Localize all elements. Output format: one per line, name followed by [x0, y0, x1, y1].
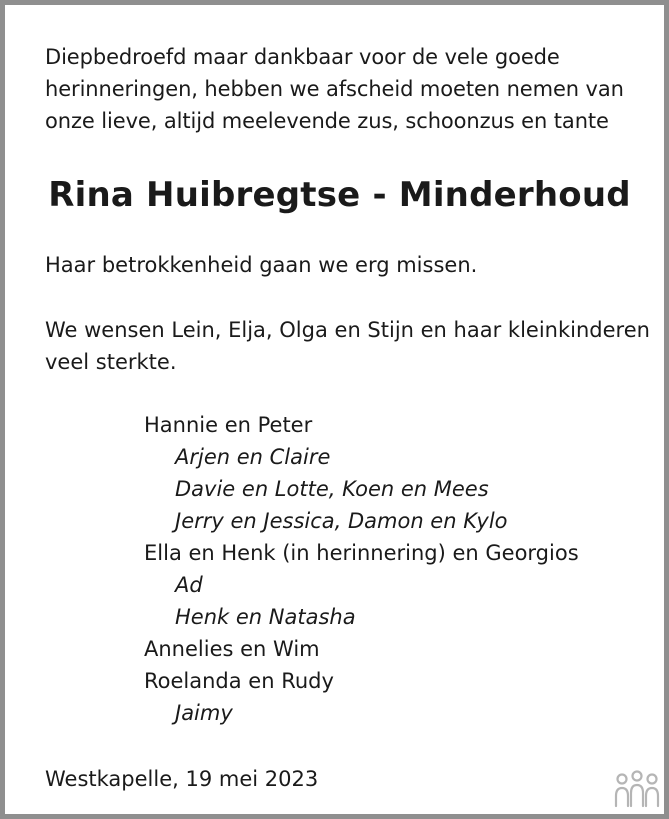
family-member: Jaimy	[175, 701, 233, 725]
family-member: Ella en Henk (in herinnering) en Georgios	[144, 541, 579, 565]
intro-line: Diepbedroefd maar dankbaar voor de vele goede	[45, 45, 560, 69]
condolence-line: veel sterkte.	[45, 350, 177, 374]
family-member: Roelanda en Rudy	[144, 669, 334, 693]
family-member: Hannie en Peter	[144, 413, 313, 437]
intro-text	[45, 41, 645, 137]
family-member: Henk en Natasha	[175, 605, 356, 629]
deceased-name: Rina Huibregtse - Minderhoud	[48, 175, 631, 215]
notice-content	[45, 41, 650, 791]
family-list	[144, 409, 579, 729]
intro-line: onze lieve, altijd meelevende zus, schoonzus en tante	[45, 109, 609, 133]
family-member: Jerry en Jessica, Damon en Kylo	[175, 509, 508, 533]
family-member: Ad	[175, 573, 203, 597]
place-date: Westkapelle, 19 mei 2023	[45, 767, 319, 791]
condolence-text	[45, 314, 650, 378]
family-member: Annelies en Wim	[144, 637, 320, 661]
family-member: Arjen en Claire	[175, 445, 331, 469]
remembrance-text: Haar betrokkenheid gaan we erg missen.	[45, 253, 478, 277]
people-group-icon	[613, 770, 661, 808]
family-member: Davie en Lotte, Koen en Mees	[175, 477, 489, 501]
condolence-line: We wensen Lein, Elja, Olga en Stijn en haar kleinkinderen	[45, 318, 650, 342]
intro-line: herinneringen, hebben we afscheid moeten nemen van	[45, 77, 624, 101]
